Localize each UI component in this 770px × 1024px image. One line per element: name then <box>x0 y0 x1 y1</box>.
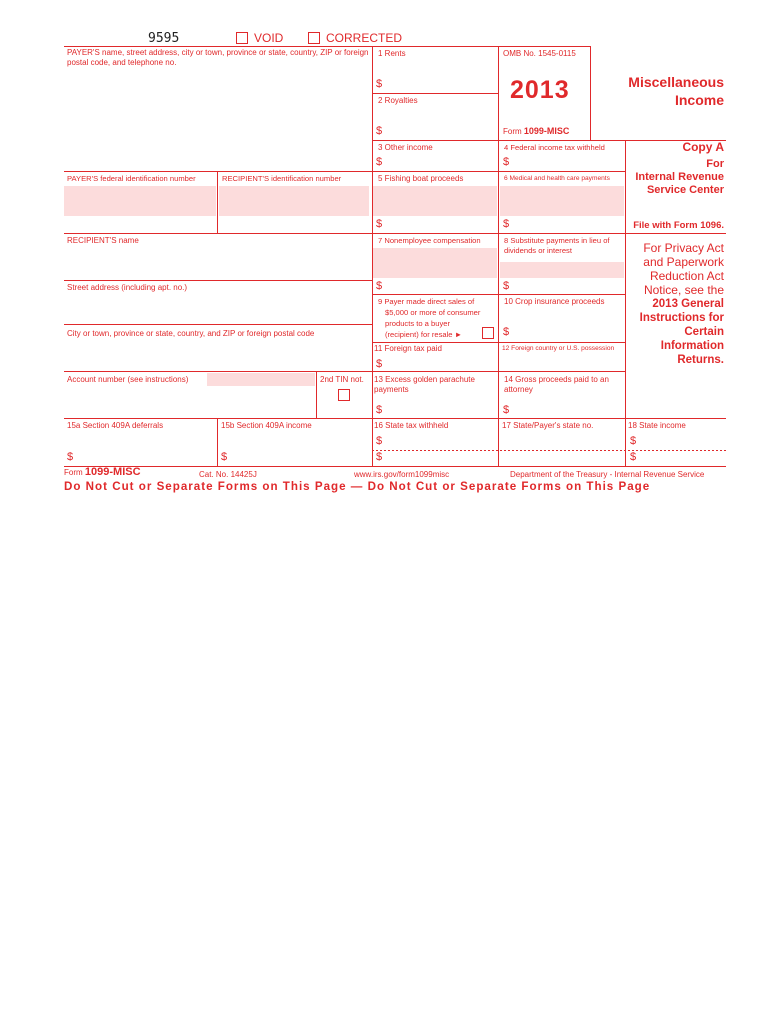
form-id-prefix: Form <box>503 127 522 136</box>
footer-form-id <box>64 466 141 478</box>
box16-label: 16 State tax withheld <box>374 421 449 430</box>
instr-line5: Returns. <box>677 354 724 366</box>
irs-line1: Internal Revenue <box>635 171 724 183</box>
do-not-cut-banner: Do Not Cut or Separate Forms on This Page — Do Not Cut or Separate Forms on This Page <box>64 480 651 493</box>
payer-id-label: PAYER'S federal identification number <box>67 174 196 183</box>
box8-dollar: $ <box>503 280 510 292</box>
recipient-name-label: RECIPIENT'S name <box>67 236 139 245</box>
footer-cat-number: Cat. No. 14425J <box>199 470 257 479</box>
box6-dollar: $ <box>503 218 510 230</box>
box15a-dollar: $ <box>67 451 74 463</box>
box15b-label: 15b Section 409A income <box>221 421 312 430</box>
privacy-line3: Reduction Act <box>649 269 724 283</box>
privacy-line4: Notice, see the <box>643 283 724 297</box>
box13-label: 13 Excess golden parachute payments <box>374 375 475 394</box>
box17-label: 17 State/Payer's state no. <box>502 421 594 430</box>
recipient-id-label: RECIPIENT'S identification number <box>222 174 342 183</box>
box9-line1: 9 Payer made direct sales of <box>378 297 475 306</box>
form-id <box>503 126 569 136</box>
box18-dollar-2: $ <box>630 451 637 463</box>
copy-a: Copy A <box>682 140 724 154</box>
title-line1: Miscellaneous <box>628 74 724 90</box>
irs-line2: Service Center <box>646 184 724 196</box>
box9-line3: products to a buyer <box>385 319 451 328</box>
tax-year: 2013 <box>510 76 570 104</box>
privacy-line1: For Privacy Act <box>643 241 724 255</box>
footer-form-prefix: Form <box>64 468 83 477</box>
box7-label: 7 Nonemployee compensation <box>378 236 481 245</box>
omb-number: OMB No. 1545-0115 <box>503 49 576 58</box>
title-line2: Income <box>674 92 724 108</box>
box10-label: 10 Crop insurance proceeds <box>504 297 605 306</box>
box16-dollar-2: $ <box>376 451 383 463</box>
box12-label: 12 Foreign country or U.S. possession <box>502 345 615 352</box>
box5-dollar: $ <box>376 218 383 230</box>
box9-checkbox[interactable] <box>482 327 494 339</box>
footer-form-name: 1099-MISC <box>84 466 141 478</box>
copy-for: For <box>706 158 724 170</box>
form-id-name: 1099-MISC <box>523 126 570 136</box>
box18-dollar-1: $ <box>630 435 637 447</box>
payer-name-field[interactable] <box>64 70 372 170</box>
corrected-checkbox[interactable] <box>308 32 320 44</box>
account-number-label: Account number (see instructions) <box>67 375 189 384</box>
form-code: 9595 <box>148 31 180 46</box>
box5-label: 5 Fishing boat proceeds <box>378 174 464 183</box>
box11-label: 11 Foreign tax paid <box>374 344 442 353</box>
street-label: Street address (including apt. no.) <box>67 283 188 292</box>
box14-label: 14 Gross proceeds paid to an attorney <box>504 375 609 394</box>
instr-line1: 2013 General <box>652 298 724 310</box>
second-tin-label: 2nd TIN not. <box>320 375 364 384</box>
box6-label: 6 Medical and health care payments <box>504 175 610 182</box>
box1-dollar: $ <box>376 78 383 90</box>
instr-line3: Certain <box>684 326 724 338</box>
recipient-name-field[interactable] <box>64 248 372 279</box>
box9-line2: $5,000 or more of consumer <box>385 308 481 317</box>
footer-url: www.irs.gov/form1099misc <box>354 470 450 479</box>
payer-name-label: PAYER'S name, street address, city or town, province or state, country, ZIP or foreign postal code, and telephone no. <box>67 48 369 67</box>
box1-label: 1 Rents <box>378 49 406 58</box>
box4-dollar: $ <box>503 156 510 168</box>
instr-line2: Instructions for <box>639 312 724 324</box>
box16-dollar-1: $ <box>376 435 383 447</box>
city-label: City or town, province or state, country, and ZIP or foreign postal code <box>67 329 315 338</box>
street-field[interactable] <box>64 295 372 323</box>
second-tin-checkbox[interactable] <box>338 389 350 401</box>
box15b-dollar: $ <box>221 451 228 463</box>
box10-dollar: $ <box>503 326 510 338</box>
instr-line4: Information <box>660 340 724 352</box>
box15a-label: 15a Section 409A deferrals <box>67 421 164 430</box>
box8-label: 8 Substitute payments in lieu of dividends or interest <box>504 236 610 255</box>
box11-dollar: $ <box>376 358 383 370</box>
box7-dollar: $ <box>376 280 383 292</box>
box2-dollar: $ <box>376 125 383 137</box>
box3-dollar: $ <box>376 156 383 168</box>
box2-label: 2 Royalties <box>378 96 418 105</box>
box14-dollar: $ <box>503 404 510 416</box>
city-field[interactable] <box>64 341 372 370</box>
privacy-line2: and Paperwork <box>643 255 724 269</box>
box13-dollar: $ <box>376 404 383 416</box>
box3-label: 3 Other income <box>378 143 433 152</box>
corrected-label: CORRECTED <box>326 31 403 45</box>
footer-department: Department of the Treasury - Internal Revenue Service <box>510 470 705 479</box>
file-with: File with Form 1096. <box>633 220 724 231</box>
void-label: VOID <box>254 31 284 45</box>
box18-label: 18 State income <box>628 421 686 430</box>
box4-label: 4 Federal income tax withheld <box>504 143 605 152</box>
box9-line4: (recipient) for resale ► <box>385 330 463 339</box>
void-checkbox[interactable] <box>236 32 248 44</box>
